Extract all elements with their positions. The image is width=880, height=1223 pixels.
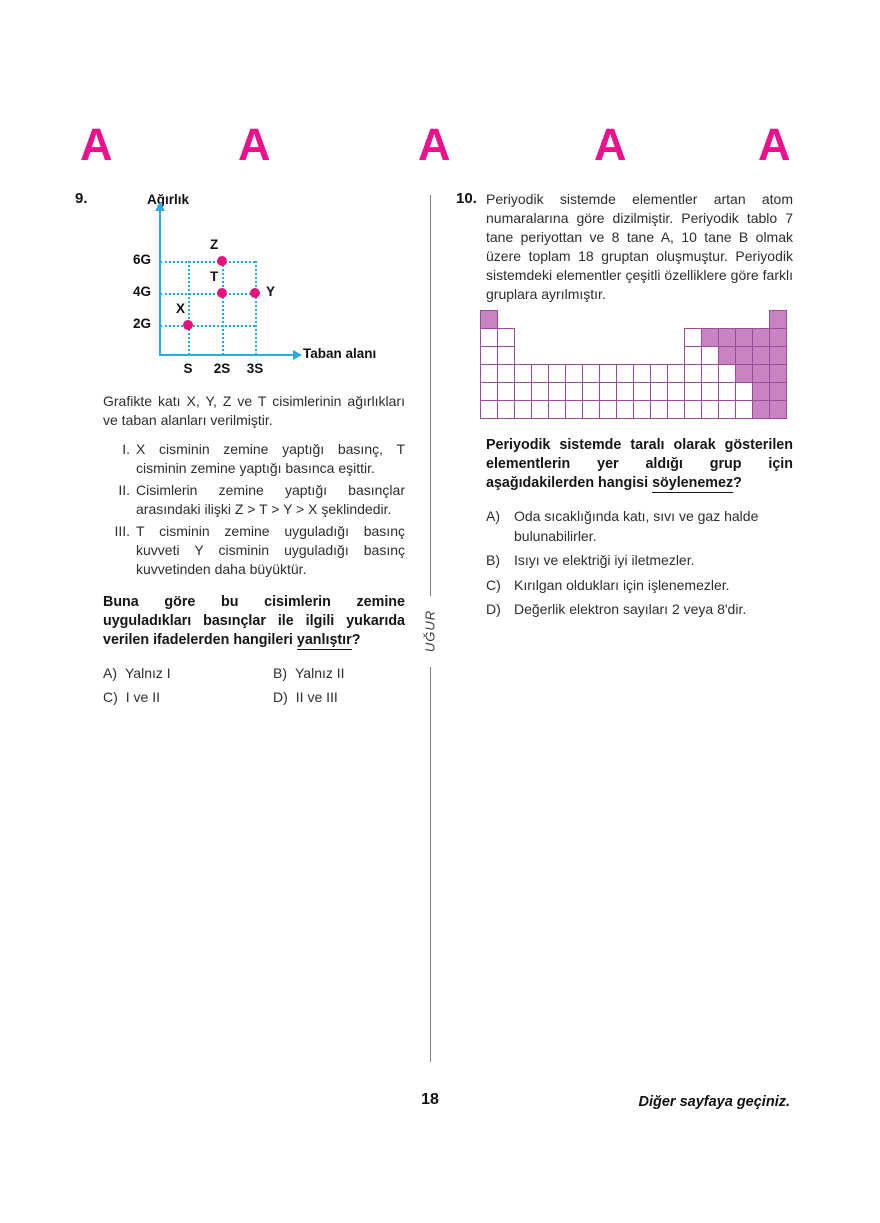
ptable-cell-shaded: [752, 400, 770, 419]
option-text: Yalnız I: [125, 665, 171, 682]
ptable-cell-shaded: [769, 328, 787, 347]
ptable-cell: [718, 382, 736, 401]
y-tick-label: 4G: [132, 284, 151, 299]
statement-text: X cisminin zemine yaptığı basınç, T cisminin zemine yaptığı basınca eşittir.: [136, 441, 405, 476]
publisher-watermark: UĞUR: [422, 609, 438, 653]
y-axis-label: Ağırlık: [147, 192, 190, 207]
option-b[interactable]: [273, 664, 405, 683]
question-stem: [103, 593, 405, 650]
y-axis-line: [159, 210, 161, 356]
question-stem: [486, 436, 793, 493]
header-letter: A: [758, 119, 791, 170]
ptable-cell: [616, 364, 634, 383]
header-letter: A: [238, 119, 271, 170]
gridline-vertical: [222, 261, 224, 355]
ptable-cell: [582, 382, 600, 401]
ptable-cell-shaded: [735, 328, 753, 347]
question-intro: Periyodik sistemde elementler artan atom numaralarına göre dizilmiştir. Periyodik tablo 7 tane periyottan ve 8 tane A, 10 tane B olmak üzere toplam 18 gruptan oluşmuştur. Periyodik sistemdeki elementler çeşitli özelliklere göre farklı gruplara ayrılmıştır.: [486, 191, 793, 302]
statement-text: Cisimlerin zemine yaptığı basınçlar arasındaki ilişki Z > T > Y > X şeklindedir.: [136, 482, 405, 517]
ptable-cell: [531, 364, 549, 383]
ptable-cell: [565, 382, 583, 401]
gridline-vertical: [255, 261, 257, 355]
ptable-cell-shaded: [752, 382, 770, 401]
ptable-cell: [514, 400, 532, 419]
question-9: [75, 190, 405, 707]
data-point: [217, 288, 227, 298]
gridline-vertical: [188, 261, 190, 355]
data-point-label: Z: [210, 237, 219, 252]
ptable-cell: [599, 364, 617, 383]
ptable-cell: [531, 382, 549, 401]
ptable-cell: [565, 400, 583, 419]
header-letter: A: [594, 119, 627, 170]
ptable-cell: [480, 382, 498, 401]
gridline-horizontal: [160, 293, 255, 295]
x-axis-label: Taban alanı: [303, 346, 377, 361]
y-tick-label: 2G: [132, 316, 151, 331]
ptable-cell-shaded: [769, 346, 787, 365]
ptable-cell-shaded: [769, 364, 787, 383]
statement-item: [103, 481, 405, 519]
data-point-label: X: [176, 301, 186, 316]
column-divider: [430, 195, 431, 596]
question-stem-text: Buna göre bu cisimlerin zemine uyguladıkları basınçlar ile ilgili yukarıda verilen ifadelerden hangileri: [103, 594, 405, 648]
ptable-cell: [684, 364, 702, 383]
ptable-cell-shaded: [735, 364, 753, 383]
ptable-cell: [650, 382, 668, 401]
x-axis-line: [159, 354, 295, 356]
ptable-cell: [565, 364, 583, 383]
ptable-cell: [497, 400, 515, 419]
ptable-cell-shaded: [752, 328, 770, 347]
ptable-cell-shaded: [701, 328, 719, 347]
ptable-cell: [497, 364, 515, 383]
data-point: [217, 256, 227, 266]
option-label: D): [273, 689, 288, 706]
ptable-cell: [684, 400, 702, 419]
header-letter: A: [418, 119, 451, 170]
footer-note: Diğer sayfaya geçiniz.: [638, 1094, 790, 1110]
ptable-cell: [480, 400, 498, 419]
ptable-cell: [599, 400, 617, 419]
data-point: [250, 288, 260, 298]
ptable-cell: [480, 346, 498, 365]
option-a[interactable]: [103, 664, 273, 683]
option-c[interactable]: [486, 576, 793, 596]
ptable-cell: [735, 382, 753, 401]
option-label: B): [273, 665, 287, 682]
option-text: Değerlik elektron sayıları 2 veya 8'dir.: [514, 601, 747, 618]
periodic-table-diagram: [480, 310, 788, 422]
option-text: II ve III: [295, 689, 338, 706]
option-text: Oda sıcaklığında katı, sıvı ve gaz halde bulunabilirler.: [514, 508, 759, 544]
ptable-cell: [514, 382, 532, 401]
x-tick-label: S: [183, 361, 193, 376]
statement-text: T cisminin zemine uyguladığı basınç kuvveti Y cisminin uyguladığı basınç kuvvetinden daha büyüktür.: [136, 523, 405, 577]
ptable-cell: [718, 364, 736, 383]
ptable-cell: [514, 364, 532, 383]
data-point-label: Y: [266, 284, 276, 299]
ptable-cell: [582, 400, 600, 419]
statement-numeral: I.: [122, 441, 130, 457]
y-axis-arrow-icon: [155, 202, 165, 211]
ptable-cell: [701, 382, 719, 401]
ptable-cell: [684, 382, 702, 401]
gridline-horizontal: [160, 325, 255, 327]
ptable-cell: [633, 364, 651, 383]
option-a[interactable]: [486, 507, 793, 546]
ptable-cell: [497, 382, 515, 401]
ptable-cell-shaded: [735, 346, 753, 365]
ptable-cell: [531, 400, 549, 419]
ptable-cell: [667, 364, 685, 383]
option-text: Kırılgan oldukları için işlenemezler.: [514, 576, 730, 593]
ptable-cell: [616, 382, 634, 401]
question-stem-text: Periyodik sistemde taralı olarak gösterilen elementlerin yer aldığı grup için aşağıdakilerden hangisi: [486, 437, 793, 491]
option-d[interactable]: [273, 688, 405, 707]
question-intro: Grafikte katı X, Y, Z ve T cisimlerinin ağırlıkları ve taban alanları verilmiştir.: [103, 393, 405, 428]
statement-list: [103, 440, 405, 579]
ptable-cell: [599, 382, 617, 401]
ptable-cell: [718, 400, 736, 419]
ptable-cell-shaded: [480, 310, 498, 329]
question-stem-underlined: söylenemez: [652, 475, 734, 491]
data-point: [183, 320, 193, 330]
ptable-cell: [650, 364, 668, 383]
statement-item: [103, 440, 405, 478]
option-label: A): [486, 508, 500, 525]
page-number: 18: [421, 1091, 439, 1108]
statement-numeral: III.: [114, 523, 130, 539]
option-d[interactable]: [486, 600, 793, 620]
ptable-cell: [701, 400, 719, 419]
ptable-cell-shaded: [769, 400, 787, 419]
ptable-cell-shaded: [769, 310, 787, 329]
answer-options: [486, 507, 793, 620]
question-10: [456, 190, 793, 625]
ptable-cell: [548, 382, 566, 401]
x-axis-arrow-icon: [293, 350, 302, 360]
option-c[interactable]: [103, 688, 273, 707]
ptable-cell-shaded: [769, 382, 787, 401]
ptable-cell-shaded: [718, 346, 736, 365]
ptable-cell: [548, 364, 566, 383]
ptable-cell: [548, 400, 566, 419]
ptable-cell-shaded: [752, 346, 770, 365]
ptable-cell: [667, 382, 685, 401]
question-stem-underlined: yanlıştır: [296, 632, 352, 648]
answer-options: [103, 664, 405, 707]
ptable-cell: [701, 364, 719, 383]
ptable-cell: [684, 346, 702, 365]
ptable-cell-shaded: [718, 328, 736, 347]
y-tick-label: 6G: [132, 252, 151, 267]
ptable-cell: [480, 364, 498, 383]
ptable-cell: [616, 400, 634, 419]
ptable-cell: [650, 400, 668, 419]
option-text: I ve II: [125, 689, 161, 706]
option-text: Yalnız II: [295, 665, 345, 682]
option-label: D): [486, 601, 501, 618]
option-label: C): [486, 576, 501, 593]
option-label: B): [486, 552, 500, 569]
weight-vs-area-graph: [103, 190, 405, 382]
question-number: 10.: [456, 190, 477, 207]
option-b[interactable]: [486, 551, 793, 571]
statement-item: [103, 522, 405, 579]
x-tick-label: 3S: [246, 361, 264, 376]
ptable-cell: [480, 328, 498, 347]
option-text: Isıyı ve elektriği iyi iletmezler.: [514, 552, 695, 569]
ptable-cell: [735, 400, 753, 419]
x-tick-label: 2S: [213, 361, 231, 376]
header-letter: A: [80, 119, 113, 170]
ptable-cell: [667, 400, 685, 419]
statement-numeral: II.: [118, 482, 130, 498]
question-number: 9.: [75, 190, 88, 207]
ptable-cell: [497, 346, 515, 365]
ptable-cell: [582, 364, 600, 383]
option-label: A): [103, 665, 117, 682]
ptable-cell: [684, 328, 702, 347]
option-label: C): [103, 689, 118, 706]
ptable-cell-shaded: [752, 364, 770, 383]
data-point-label: T: [210, 269, 219, 284]
ptable-cell: [701, 346, 719, 365]
ptable-cell: [497, 328, 515, 347]
question-stem-suffix: ?: [351, 632, 361, 648]
column-divider: [430, 667, 431, 1062]
question-stem-suffix: ?: [733, 475, 742, 491]
gridline-horizontal: [160, 261, 255, 263]
ptable-cell: [633, 400, 651, 419]
ptable-cell: [633, 382, 651, 401]
